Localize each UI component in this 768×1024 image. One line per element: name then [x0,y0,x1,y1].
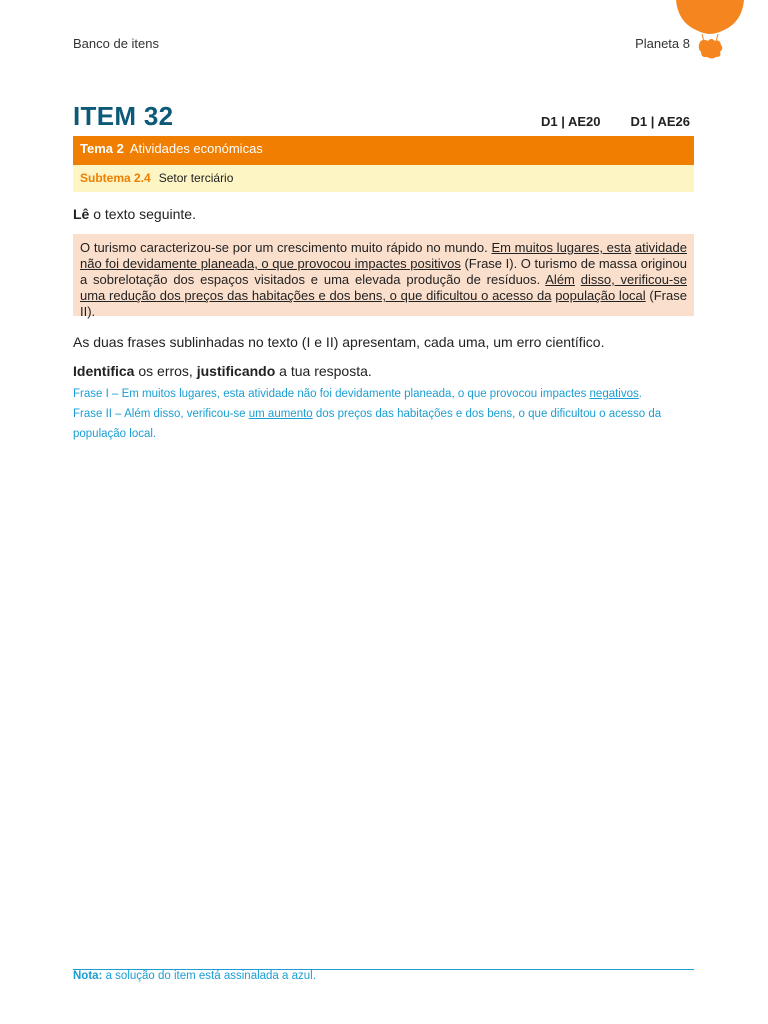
intro-instruction [73,206,196,222]
footer-label: Nota: [73,970,103,982]
answer-line-1 [73,384,694,404]
answer-line-2 [73,404,694,444]
code-2: D1 | AE26 [630,114,690,129]
answer-correction: negativos [589,388,639,400]
q-verb-2: justificando [196,363,276,379]
answer-text: Frase I – Em muitos lugares, esta atividade não foi devidamente planeada, o que provocou impactes [73,388,590,400]
answer-text: Frase II – Além disso, verificou-se [73,408,249,420]
q-text-2: a tua resposta. [275,363,372,379]
subtheme-name: Setor terciário [158,171,234,185]
passage-underline: Além [545,272,575,287]
header-book-label: Planeta 8 [635,36,690,51]
intro-verb: Lê [73,206,90,222]
passage-underline: atividade não foi devidamente planeada, o que provocou impactes positivos [80,240,687,271]
passage-text: O turismo caracterizou-se por um crescimento muito rápido no mundo. [80,240,492,255]
source-passage [73,234,694,319]
footer-note [73,970,316,982]
passage-text: (Frase I). O turismo de massa originou a sobrelotação dos espaços visitados e uma elevada produção de resíduos. [80,256,687,287]
hot-air-balloon-logo [670,0,750,62]
passage-text: (Frase II). [80,288,687,319]
theme-bar [73,136,694,165]
passage-underline: população local [555,288,646,303]
subtheme-label: Subtema 2.4 [80,171,151,185]
answer-solution [73,384,694,444]
answer-text: dos preços das habitações e dos bens, o que dificultou o acesso da população local. [73,408,662,440]
question-instruction [73,363,372,379]
header-bank-label: Banco de itens [73,36,160,51]
footer-text: a solução do item está assinalada a azul. [102,970,316,982]
answer-text: . [638,388,642,400]
q-verb-1: Identifica [73,363,135,379]
answer-correction: um aumento [248,408,313,420]
item-title: ITEM 32 [73,101,174,131]
code-1: D1 | AE20 [540,114,601,129]
theme-name: Atividades económicas [129,141,263,156]
theme-label: Tema 2 [80,141,124,156]
learning-codes [511,114,690,129]
subtheme-bar [73,165,694,192]
question-statement: As duas frases sublinhadas no texto (I e II) apresentam, cada uma, um erro científico. [73,334,605,350]
intro-rest: o texto seguinte. [89,206,196,222]
passage-underline: disso, verificou-se uma redução dos preços das habitações e dos bens, o que dificultou o acesso da [80,272,687,303]
passage-underline: Em muitos lugares, esta [491,240,632,255]
q-text-1: os erros, [134,363,197,379]
